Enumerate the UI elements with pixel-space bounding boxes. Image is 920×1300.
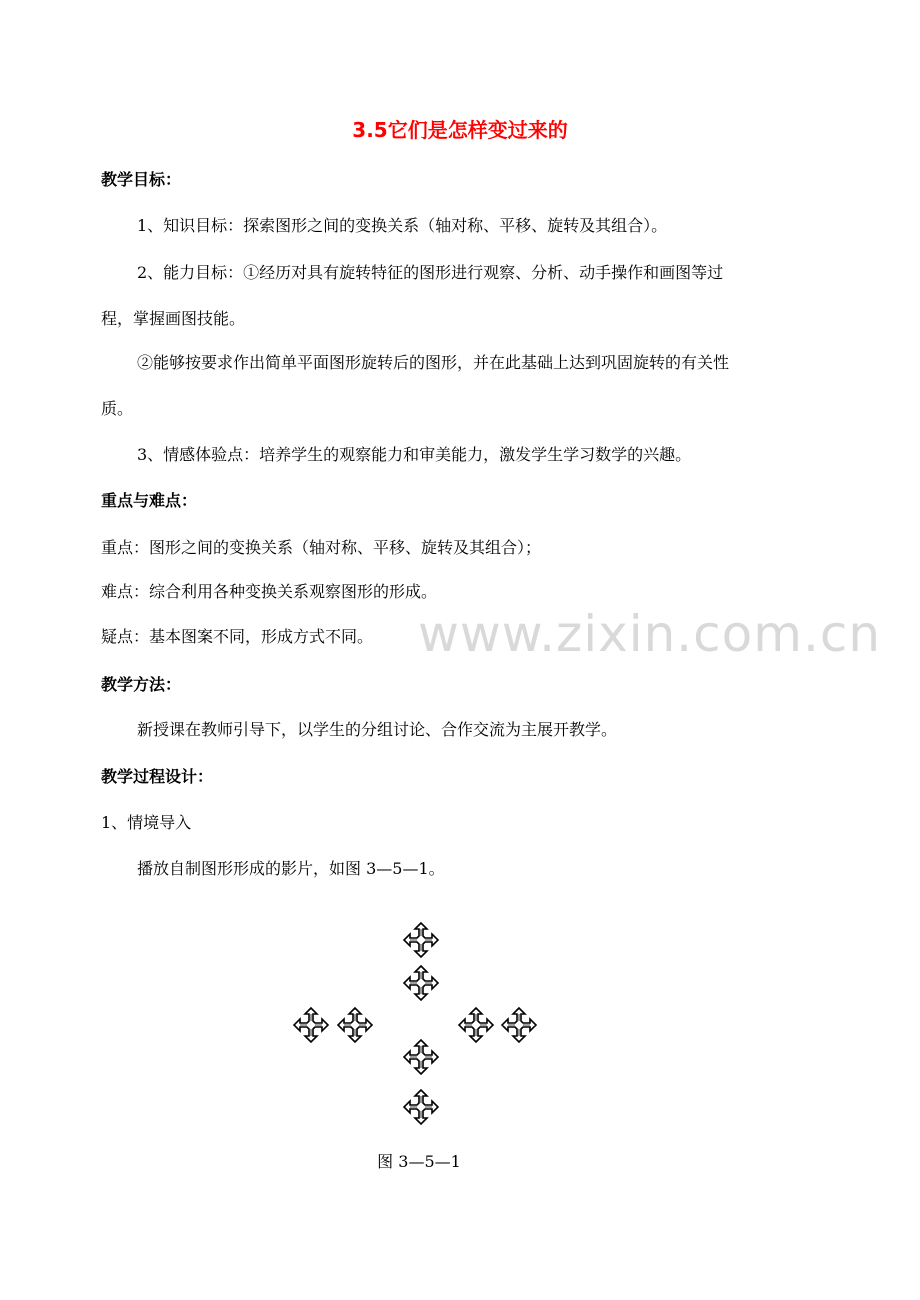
four-arrow-cross-icon	[404, 966, 438, 1000]
method-text: 新授课在教师引导下，以学生的分组讨论、合作交流为主展开教学。	[137, 720, 618, 739]
objective-emotion: 3、情感体验点：培养学生的观察能力和审美能力，激发学生学习数学的兴趣。	[137, 445, 692, 464]
key-point: 重点：图形之间的变换关系（轴对称、平移、旋转及其组合）；	[101, 538, 542, 557]
four-arrow-cross-icon	[404, 923, 438, 957]
four-arrow-cross-icon	[338, 1008, 372, 1042]
objectives-heading: 教学目标：	[101, 170, 182, 189]
method-heading: 教学方法：	[101, 675, 182, 694]
four-arrow-cross-icon	[459, 1008, 493, 1042]
step1-text: 播放自制图形形成的影片，如图 3—5—1。	[137, 859, 445, 878]
objective-ability-line2: 程，掌握画图技能。	[101, 309, 246, 328]
four-arrow-cross-icon	[404, 1040, 438, 1074]
four-arrow-cross-icon	[294, 1008, 328, 1042]
doubt-point: 疑点：基本图案不同，形成方式不同。	[101, 627, 374, 646]
step1-title: 1、情境导入	[101, 813, 192, 832]
watermark: www.zixin.com.cn	[418, 605, 882, 663]
figure-caption: 图 3—5—1	[377, 1152, 461, 1171]
key-points-heading: 重点与难点：	[101, 491, 198, 510]
objective-ability2-line1: ②能够按要求作出简单平面图形旋转后的图形，并在此基础上达到巩固旋转的有关性	[137, 353, 730, 372]
objective-ability2-line2: 质。	[101, 399, 134, 418]
four-arrow-cross-icon	[404, 1090, 438, 1124]
objective-ability-line1: 2、能力目标：①经历对具有旋转特征的图形进行观察、分析、动手操作和画图等过	[137, 263, 724, 282]
objective-knowledge: 1、知识目标：探索图形之间的变换关系（轴对称、平移、旋转及其组合）。	[137, 216, 668, 235]
document-title: 3.5它们是怎样变过来的	[352, 118, 568, 142]
four-arrow-cross-icon	[502, 1008, 536, 1042]
process-heading: 教学过程设计：	[101, 767, 214, 786]
difficult-point: 难点：综合利用各种变换关系观察图形的形成。	[101, 582, 438, 601]
